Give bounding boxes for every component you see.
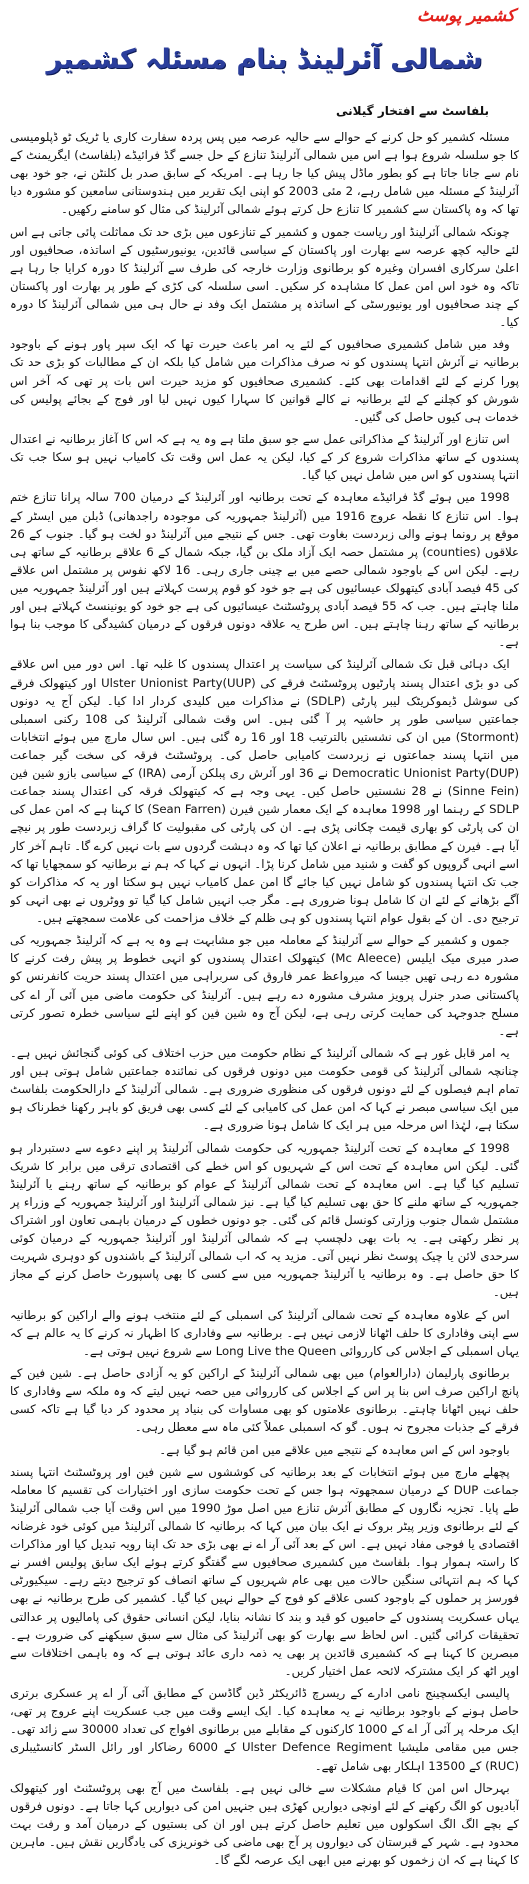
article-paragraph: ایک دہائی قبل تک شمالی آئرلینڈ کی سیاست پر اعتدال پسندوں کا غلبہ تھا۔ اس دور میں اس علاقے کی دو بڑی اعتدال پسند پارٹیوں پروٹسٹنٹ فرقے کی Ulster Unionist Party(UUP) اور کیتھولک فرقے کی سوشل ڈیموکریٹک لیبر پارٹی (SDLP) نے مذاکرات میں کلیدی کردار ادا کیا۔ لیکن آج یہ دونوں جماعتیں سیاسی طور پر حاشیہ پر آ گئی ہیں۔ اس وقت شمالی آئرلینڈ کی 108 رکنی اسمبلی (Stormont) میں ان کی نشستیں بالترتیب 18 اور 16 رہ گئی ہیں۔ اس سال مارچ میں ہوئے انتخابات میں انتہا پسند جماعتوں نے زبردست کامیابی حاصل کی۔ پروٹسٹنٹ فرقہ کی سخت گیر جماعت Democratic Unionist Party(DUP) نے 36 اور آئرش ری پبلکن آرمی (IRA) کے سیاسی بازو شین فین (Sinne Fein) نے 28 نشستیں حاصل کیں۔ یہی وجہ ہے کہ کیتھولک فرقہ کی اعتدال پسند جماعت SDLP کے رہنما اور 1998 معاہدہ کے ایک معمار شین فیرن (Sean Farren) کا کہنا ہے کہ امن عمل کی ان کی پارٹی کو بھاری قیمت چکانی پڑی ہے۔ ان کی پارٹی کی مقبولیت کا گراف زبردست طور پر نیچے آیا ہے۔ فیرن کے مطابق برطانیہ نے اعلان کیا تھا کہ وہ دہشت گردوں سے بات نہیں کرے گا۔ تاہم آخر کار اسے انہی گروپوں کو گفت و شنید میں شامل کرنا پڑا۔ انہوں نے کہا کہ ہم نے برطانیہ کو سمجھایا تھا کہ جب تک انتہا پسندوں کو شامل نہیں کیا جائے گا امن عمل کامیاب نہیں ہو سکتا اور یہ کہ مذاکرات کو آگے بڑھانے کے لئے ان کا شامل ہونا ضروری ہے۔ مگر جب انہیں شامل کیا گیا تو ووٹروں نے بھی انہی کو ترجیح دی۔ ان کے بقول عوام انتہا پسندوں کو ہی ظلم کے خلاف مزاحمت کی علامت سمجھتے ہیں۔ (10, 657, 519, 925)
site-name[interactable]: کشمیر پوسٹ (417, 6, 515, 26)
article-paragraph: مسئلہ کشمیر کو حل کرنے کے حوالے سے حالیہ عرصہ میں پس پردہ سفارت کاری یا ٹریک ٹو ڈپلومیسی کا جو سلسلہ شروع ہوا ہے اس میں شمالی آئرلینڈ تنازع کے حل جسے گڈ فرائیڈے (بلفاسٹ) ایگریمنٹ کے نام سے جانا جاتا ہے کو بطور ماڈل پیش کیا جا رہا ہے۔ امریکہ کے سابق صدر بل کلنٹن نے، جو خود بھی آئرلینڈ کے مسئلہ میں شامل رہے، 2 مئی 2003 کو اپنی ایک تقریر میں ہندوستانی سامعین کو مشورہ دیا تھا کہ وہ پاکستان سے کشمیر کا تنازع حل کرتے ہوئے شمالی آئرلینڈ کی مثال کو سامنے رکھیں۔ (10, 130, 519, 217)
article-paragraph: اس کے علاوہ معاہدہ کے تحت شمالی آئرلینڈ کی اسمبلی کے لئے منتخب ہونے والے اراکین کو برطانیہ سے اپنی وفاداری کا حلف اٹھانا لازمی نہیں ہے۔ برطانیہ سے وفاداری کا اظہار نہ کرنے کا یہ عالم ہے کہ یہاں اسمبلی کے اجلاس کی کارروائی Long Live the Queen سے شروع نہیں ہوتی ہے۔ (10, 1307, 519, 1358)
article-byline: بلفاسٹ سے افتخار گیلانی (336, 104, 489, 118)
article-paragraph: برطانوی پارلیمان (دارالعوام) میں بھی شمالی آئرلینڈ کے اراکین کو یہ آزادی حاصل ہے۔ شین فین کے پانچ اراکین صرف اس بنا پر اس کے اجلاس کی کارروائی میں حصہ نہیں لیتے کہ وہ ملکہ سے وفاداری کا حلف نہیں اٹھانا چاہتے۔ برطانوی علامتوں کو بھی مساوات کی بنیاد پر محدود کر دیا گیا ہے تاکہ کسی فرقے کے جذبات مجروح نہ ہوں۔ گو کہ اسمبلی عملاً کئی ماہ سے معطل رہی۔ (10, 1366, 519, 1435)
article-paragraph: 1998 میں ہوئے گڈ فرائیڈے معاہدہ کے تحت برطانیہ اور آئرلینڈ کے درمیان 700 سالہ پرانا تنازع ختم ہوا۔ اس تنازع کا نقطہ عروج 1916 میں (آئرلینڈ جمہوریہ کی موجودہ راجدھانی) ڈبلن میں ایسٹر کے موقع پر رونما ہونے والی زبردست بغاوت تھی۔ جس کے نتیجے میں آئرلینڈ دو لخت ہو گیا۔ جنوب کے 26 علاقوں (counties) پر مشتمل حصہ ایک آزاد ملک بن گیا، جبکہ شمال کے 6 علاقے برطانیہ کے ساتھ ہی رہے۔ لیکن اس کے باوجود شمالی حصے میں بے چینی جاری رہی۔ 16 لاکھ نفوس پر مشتمل اس علاقے کی 45 فیصد آبادی کیتھولک عیسائیوں کی ہے جو خود کو قوم پرست کہلاتے ہیں اور آئرلینڈ جمہوریہ میں ملنا چاہتے ہیں۔ جب کہ 55 فیصد آبادی پروٹسٹنٹ عیسائیوں کی ہے جو خود کو یونینسٹ کہلاتے ہیں اور برطانیہ کے ساتھ رہنا چاہتے ہیں۔ اس طرح یہ علاقہ دونوں فرقوں کے درمیان کشیدگی کا موجب بنا ہوا ہے۔ (10, 490, 519, 650)
article-title: شمالی آئرلینڈ بنام مسئلہ کشمیر (46, 44, 483, 75)
article-paragraph: وفد میں شامل کشمیری صحافیوں کے لئے یہ امر باعث حیرت تھا کہ ایک سپر پاور ہونے کے باوجود برطانیہ نے آئرش انتہا پسندوں کو نہ صرف مذاکرات میں شامل کیا بلکہ ان کے مطالبات کو بڑی حد تک پورا کرنے کے لئے اقدامات بھی کئے۔ کشمیری صحافیوں کو مزید حیرت اس بات پر تھی کہ آخر اس شورش کو کچلنے کے لئے برطانیہ نے کالے قوانین کا سہارا کیوں نہیں لیا اور فوج کے بجائے پولیس کی خدمات ہی کیوں حاصل کی گئیں۔ (10, 337, 519, 424)
article-paragraph: پچھلے مارچ میں ہوئے انتخابات کے بعد برطانیہ کی کوششوں سے شین فین اور پروٹسٹنٹ انتہا پسند جماعت DUP کے درمیان سمجھوتہ ہوا جس کے تحت حکومت سازی اور اختیارات کی تقسیم کا معاملہ طے پایا۔ تجزیہ نگاروں کے مطابق آئرش تنازع میں اصل موڑ 1990 میں اس وقت آیا جب شمالی آئرلینڈ کے لئے برطانوی وزیر پیٹر بروک نے ایک بیان میں کہا کہ برطانیہ کا شمالی آئرلینڈ میں کوئی خود غرضانہ اقتصادی یا فوجی مفاد نہیں ہے۔ اس کے بعد آئی آر اے نے بھی بڑی حد تک اپنا رویہ تبدیل کیا اور مذاکرات کا راستہ ہموار ہوا۔ بلفاسٹ میں کشمیری صحافیوں سے گفتگو کرتے ہوئے ایک سابق پولیس افسر نے کہا کہ ہم انتہائی سنگین حالات میں بھی عام شہریوں کے ساتھ انصاف کو ترجیح دیتے رہے۔ سیکیورٹی فورسز پر حملوں کے باوجود کسی علاقے کو فوج کے حوالے نہیں کیا گیا۔ کشمیر کی طرح برطانیہ نے بھی یہاں عسکریت پسندوں کے حامیوں کو قید و بند کا نشانہ بنایا، لیکن انسانی حقوق کی پامالیوں پر عدالتی تحقیقات کرائی گئیں۔ اس لحاظ سے بھارت کو بھی آئرلینڈ کی مثال سے سبق سیکھنے کی ضرورت ہے۔ مبصرین کا کہنا ہے کہ کشمیری قائدین پر بھی یہ ذمہ داری عائد ہوتی ہے کہ وہ باہمی اختلافات سے اوپر اٹھ کر ایک مشترکہ لائحہ عمل اختیار کریں۔ (10, 1464, 519, 1678)
article-paragraph: پالیسی ایکسچینج نامی ادارے کے ریسرچ ڈائریکٹر ڈین گاڈسن کے مطابق آئی آر اے پر عسکری برتری حاصل ہونے کے باوجود برطانیہ نے یہ معاہدہ کیا۔ ایک ایسے وقت میں جب عسکریت اپنے عروج پر تھی، ایک مرحلہ پر آئی آر اے کے 1000 کارکنوں کے مقابلے میں برطانوی افواج کی تعداد 30000 سے زائد تھی۔ جس میں مقامی ملیشیا Ulster Defence Regiment کے 6000 رضاکار اور رائل السٹر کانسٹیبلری (RUC) کے 13500 اہلکار بھی شامل تھے۔ (10, 1686, 519, 1773)
article-paragraph: جموں و کشمیر کے حوالے سے آئرلینڈ کے معاملہ میں جو مشابہت ہے وہ یہ ہے کہ آئرلینڈ جمہوریہ کی صدر میری میک ایلیس (Mc Aleece) کیتھولک اعتدال پسندوں کو انہی خطوط پر پیش رفت کرنے کا مشورہ دے رہی تھیں جیسا کہ میرواعظ عمر فاروق کی سربراہی میں اعتدال پسند حریت کانفرنس کو پاکستانی صدر جنرل پرویز مشرف مشورہ دے رہے ہیں۔ آئرلینڈ کی حکومت ماضی میں آئی آر اے کی مسلح جدوجہد کی حمایت کرتی رہی ہے، لیکن آج وہ شین فین کو اپنے لئے سیاسی خطرہ تصور کرتی ہے۔ (10, 933, 519, 1038)
article-body (10, 128, 519, 1878)
article-paragraph: بہرحال اس امن کا قیام مشکلات سے خالی نہیں ہے۔ بلفاسٹ میں آج بھی پروٹسٹنٹ اور کیتھولک آبادیوں کو الگ رکھنے کے لئے اونچی دیواریں کھڑی ہیں جنہیں امن کی دیواریں کہا جاتا ہے۔ دونوں فرقوں کے بچے الگ الگ اسکولوں میں تعلیم حاصل کرتے ہیں اور ان کی بستیوں کے درمیان آمد و رفت بہت محدود ہے۔ شہر کے قبرستان کی دیواروں پر آج بھی ماضی کی خونریزی کی یادگاریں نقش ہیں۔ ماہرین کا کہنا ہے کہ ان زخموں کو بھرنے میں ابھی ایک عرصہ لگے گا۔ (10, 1780, 519, 1868)
article-paragraph: چونکہ شمالی آئرلینڈ اور ریاست جموں و کشمیر کے تنازعوں میں بڑی حد تک مماثلت پائی جاتی ہے اس لئے حالیہ کچھ عرصہ سے بھارت اور پاکستان کے سیاسی قائدین، یونیورسٹیوں کے اساتذہ، صحافیوں اور اعلیٰ سرکاری افسران وغیرہ کو برطانوی وزارت خارجہ کی طرف سے آئرلینڈ کا دورہ کرایا جا رہا ہے تاکہ وہ خود اس امن عمل کا مشاہدہ کر سکیں۔ اسی سلسلہ کی کڑی کے طور پر بھارت اور پاکستان کے چند صحافیوں اور یونیورسٹی کے اساتذہ پر مشتمل ایک وفد نے حال ہی میں شمالی آئرلینڈ کا دورہ کیا۔ (10, 224, 519, 330)
article-paragraph: اس تنازع اور آئرلینڈ کے مذاکراتی عمل سے جو سبق ملتا ہے وہ یہ ہے کہ اس کا آغاز برطانیہ نے اعتدال پسندوں کے ساتھ مذاکرات شروع کر کے کیا، لیکن یہ عمل اس وقت تک کامیاب نہیں ہو سکا جب تک انتہا پسندوں کو اس میں شامل نہیں کیا گیا۔ (10, 431, 519, 483)
article-paragraph: باوجود اس کے اس معاہدہ کے نتیجے میں علاقے میں امن قائم ہو گیا ہے۔ (159, 1442, 510, 1457)
article-paragraph: یہ امر قابل غور ہے کہ شمالی آئرلینڈ کے نظام حکومت میں حزب اختلاف کی کوئی گنجائش نہیں ہے۔ چنانچہ شمالی آئرلینڈ کی قومی حکومت میں دونوں فرقوں کی نمائندہ جماعتیں شامل ہوتی ہیں اور تمام اہم فیصلوں کے لئے دونوں فرقوں کی منظوری ضروری ہے۔ شمالی آئرلینڈ کے دارالحکومت بلفاسٹ میں ایک سیاسی مبصر نے کہا کہ امن عمل کی کامیابی کے لئے کسی بھی فریق کو باہر رکھنا خطرناک ہو سکتا ہے، لہٰذا اس مرحلہ میں ہر ایک کا شامل ہونا ضروری ہے۔ (10, 1045, 519, 1133)
article-paragraph: 1998 کے معاہدہ کے تحت آئرلینڈ جمہوریہ کی حکومت شمالی آئرلینڈ پر اپنے دعوے سے دستبردار ہو گئی۔ لیکن اس معاہدہ کے تحت اس کے شہریوں کو اس خطے کی اقتصادی ترقی میں برابر کا شریک تسلیم کیا گیا ہے۔ اس معاہدہ کے تحت شمالی آئرلینڈ کے عوام کو برطانیہ کے ساتھ رہنے یا آئرلینڈ جمہوریہ کے ساتھ ملنے کا حق بھی تسلیم کیا گیا ہے۔ نیز شمالی آئرلینڈ اور آئرلینڈ جمہوریہ کے وزراء پر مشتمل شمال جنوب وزارتی کونسل قائم کی گئی۔ جو دونوں خطوں کے درمیان باہمی تعاون اور اشتراک پر نظر رکھتی ہے۔ یہ بات بھی دلچسپ ہے کہ شمالی آئرلینڈ اور آئرلینڈ جمہوریہ کے درمیان کوئی سرحدی لائن یا چیک پوسٹ نظر نہیں آتی۔ مزید یہ کہ اب شمالی آئرلینڈ کے باشندوں کو دوہری شہریت کا حق حاصل ہے۔ وہ برطانیہ یا آئرلینڈ جمہوریہ میں سے کسی کا بھی پاسپورٹ حاصل کرنے کے مجاز ہیں۔ (10, 1140, 519, 1300)
